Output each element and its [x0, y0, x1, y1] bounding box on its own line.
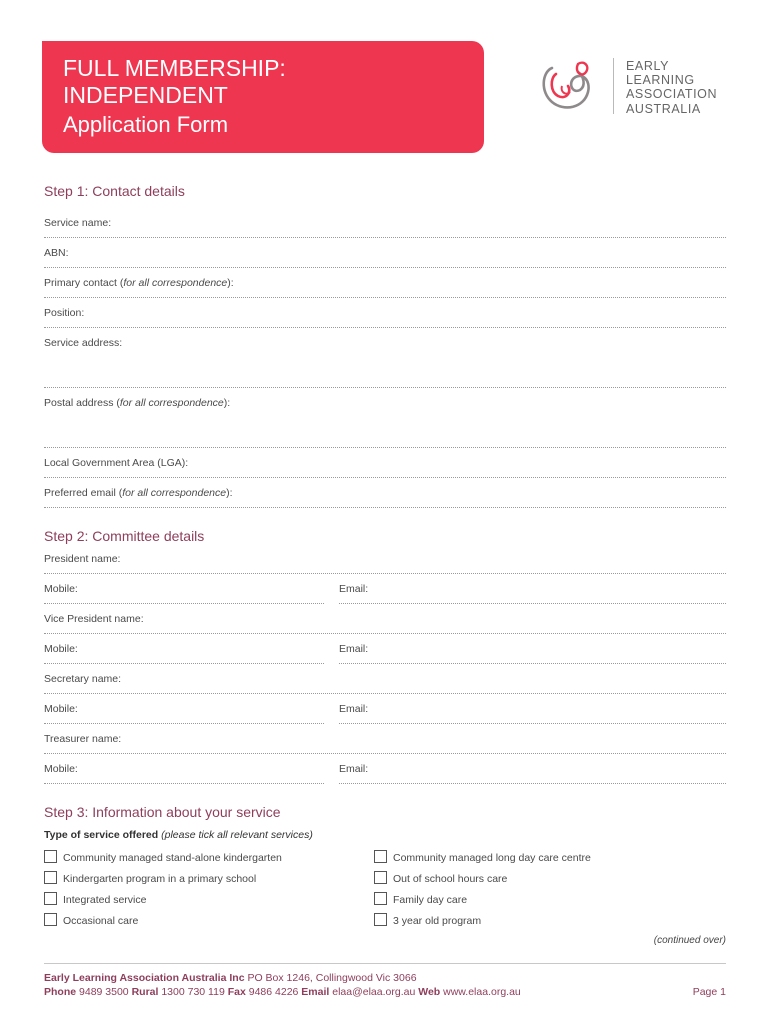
field-label: Service address:	[44, 337, 123, 349]
field-label: Local Government Area (LGA):	[44, 457, 189, 469]
fax-value: 9486 4226	[248, 986, 299, 998]
logo-wordmark	[626, 59, 717, 116]
lga-field[interactable]	[44, 457, 726, 478]
field-label: Mobile:	[44, 763, 78, 775]
checkbox-icon[interactable]	[44, 850, 57, 863]
checkbox-label: Community managed stand-alone kindergarten	[63, 852, 282, 864]
field-note: for all correspondence	[123, 277, 228, 289]
secretary-email-field[interactable]	[339, 703, 726, 724]
continued-note: (continued over)	[653, 935, 726, 946]
checkbox-label: Occasional care	[63, 915, 139, 927]
checkbox-option[interactable]	[44, 871, 256, 886]
field-label: Vice President name:	[44, 613, 144, 625]
field-label: ABN:	[44, 247, 69, 259]
checkbox-icon[interactable]	[44, 871, 57, 884]
field-label: Email:	[339, 643, 369, 655]
vice-president-mobile-field[interactable]	[44, 643, 324, 664]
footer-address	[44, 972, 417, 984]
footer-contacts	[44, 986, 521, 998]
form-subtitle: Application Form	[63, 112, 229, 137]
form-title-line1: FULL MEMBERSHIP:	[63, 55, 286, 81]
checkbox-icon[interactable]	[374, 913, 387, 926]
logo-word: EARLY	[626, 59, 670, 73]
email-link[interactable]: elaa@elaa.org.au	[332, 986, 416, 998]
form-title-line2: INDEPENDENT	[63, 82, 228, 108]
field-label: Email:	[339, 763, 369, 775]
logo-word: AUSTRALIA	[626, 101, 701, 116]
header-banner	[42, 41, 484, 153]
vice-president-name-field[interactable]	[44, 613, 726, 634]
rural-label: Rural	[131, 986, 159, 998]
footer-divider	[44, 963, 726, 964]
secretary-mobile-field[interactable]	[44, 703, 324, 724]
checkbox-option[interactable]	[374, 871, 507, 886]
checkbox-icon[interactable]	[374, 892, 387, 905]
checkbox-option[interactable]	[374, 850, 591, 865]
web-label: Web	[418, 986, 441, 998]
logo-divider	[613, 58, 614, 114]
field-label: Position:	[44, 307, 85, 319]
vice-president-email-field[interactable]	[339, 643, 726, 664]
checkbox-label: 3 year old program	[393, 915, 482, 927]
checkbox-icon[interactable]	[374, 850, 387, 863]
phone-label: Phone	[44, 986, 77, 998]
service-address-field[interactable]	[44, 337, 726, 388]
phone-value: 9489 3500	[79, 986, 129, 998]
service-type-note: (please tick all relevant services)	[161, 829, 313, 841]
elaa-logo-icon	[538, 58, 602, 114]
treasurer-email-field[interactable]	[339, 763, 726, 784]
checkbox-icon[interactable]	[44, 913, 57, 926]
footer-org: Early Learning Association Australia Inc	[44, 972, 245, 984]
preferred-email-field[interactable]	[44, 487, 726, 508]
service-name-field[interactable]	[44, 217, 726, 238]
service-type-label	[44, 829, 313, 841]
president-name-field[interactable]	[44, 553, 726, 574]
field-label: Mobile:	[44, 643, 78, 655]
field-label: Secretary name:	[44, 673, 122, 685]
field-label: Service name:	[44, 217, 112, 229]
email-label: Email	[301, 986, 330, 998]
web-link[interactable]: www.elaa.org.au	[443, 986, 521, 998]
field-label-end: ):	[226, 487, 233, 499]
field-label: Treasurer name:	[44, 733, 122, 745]
checkbox-option[interactable]	[44, 913, 138, 928]
abn-field[interactable]	[44, 247, 726, 268]
field-label: President name:	[44, 553, 121, 565]
treasurer-name-field[interactable]	[44, 733, 726, 754]
logo-word: LEARNING	[626, 73, 695, 88]
primary-contact-field[interactable]	[44, 277, 726, 298]
checkbox-label: Integrated service	[63, 894, 147, 906]
field-note: for all correspondence	[122, 487, 227, 499]
field-label-end: ):	[227, 277, 234, 289]
field-label: Primary contact (	[44, 277, 124, 289]
field-label: Mobile:	[44, 583, 78, 595]
field-note: for all correspondence	[119, 397, 224, 409]
president-mobile-field[interactable]	[44, 583, 324, 604]
postal-address-field[interactable]	[44, 397, 726, 448]
position-field[interactable]	[44, 307, 726, 328]
step2-heading: Step 2: Committee details	[44, 528, 205, 544]
field-label: Email:	[339, 583, 369, 595]
field-label: Postal address (	[44, 397, 120, 409]
secretary-name-field[interactable]	[44, 673, 726, 694]
fax-label: Fax	[227, 986, 246, 998]
checkbox-label: Family day care	[393, 894, 468, 906]
president-email-field[interactable]	[339, 583, 726, 604]
rural-value: 1300 730 119	[161, 986, 225, 998]
checkbox-option[interactable]	[44, 850, 282, 865]
page-number: Page 1	[692, 986, 726, 998]
checkbox-icon[interactable]	[44, 892, 57, 905]
checkbox-option[interactable]	[374, 913, 481, 928]
logo-word: ASSOCIATION	[626, 87, 718, 102]
field-label: Email:	[339, 703, 369, 715]
checkbox-option[interactable]	[44, 892, 146, 907]
treasurer-mobile-field[interactable]	[44, 763, 324, 784]
footer-postal: PO Box 1246, Collingwood Vic 3066	[247, 972, 417, 984]
checkbox-label: Kindergarten program in a primary school	[63, 873, 257, 885]
step1-heading: Step 1: Contact details	[44, 183, 185, 199]
checkbox-option[interactable]	[374, 892, 467, 907]
checkbox-label: Out of school hours care	[393, 873, 508, 885]
field-label: Preferred email (	[44, 487, 123, 499]
field-label-end: ):	[223, 397, 231, 409]
checkbox-icon[interactable]	[374, 871, 387, 884]
step3-heading: Step 3: Information about your service	[44, 804, 281, 820]
service-type-title: Type of service offered	[44, 829, 159, 841]
field-label: Mobile:	[44, 703, 78, 715]
checkbox-label: Community managed long day care centre	[393, 852, 591, 864]
